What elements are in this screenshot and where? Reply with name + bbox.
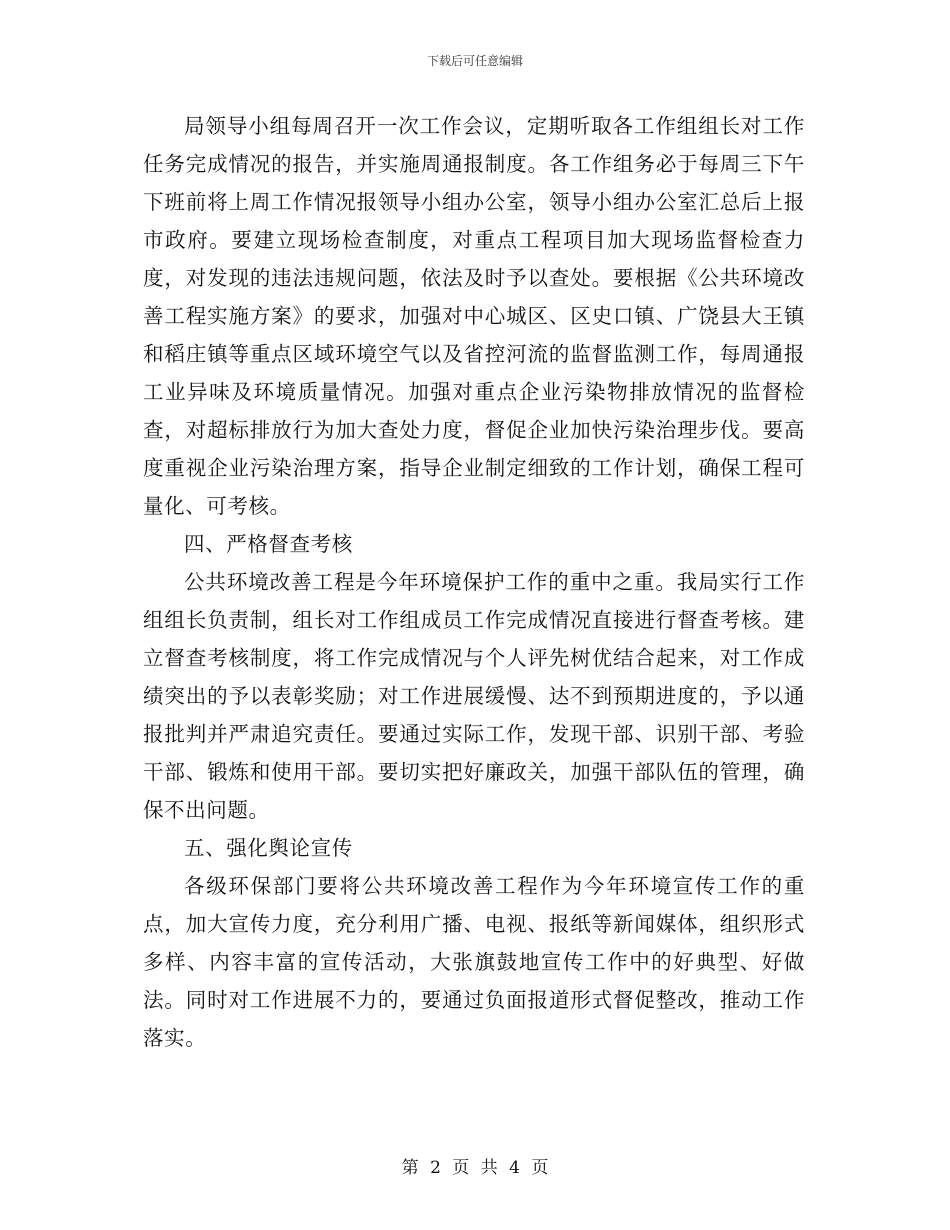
paragraph-supervision: 公共环境改善工程是今年环境保护工作的重中之重。我局实行工作组组长负责制，组长对工作组成员工作完成情况直接进行督查考核。建立督查考核制度，将工作完成情况与个人评先树优结合起来，对工作成绩突出的予以表彰奖励；对工作进展缓慢、达不到预期进度的，予以通报批判并严肃追究责任。要通过实际工作，发现干部、识别干部、考验干部、锻炼和使用干部。要切实把好廉政关，加强干部队伍的管理，确保不出问题。 xyxy=(143,570,805,822)
section-heading-supervision: 四、严格督查考核 xyxy=(184,532,353,556)
paragraph-publicity: 各级环保部门要将公共环境改善工程作为今年环境宣传工作的重点，加大宣传力度，充分利用广播、电视、报纸等新闻媒体，组织形式多样、内容丰富的宣传活动，大张旗鼓地宣传工作中的好典型、好做法。同时对工作进展不力的，要通过负面报道形式督促整改，推动工作落实。 xyxy=(143,874,805,1050)
paragraph-leadership-meetings: 局领导小组每周召开一次工作会议，定期听取各工作组组长对工作任务完成情况的报告，并实施周通报制度。各工作组务必于每周三下午下班前将上周工作情况报领导小组办公室，领导小组办公室汇总后上报市政府。要建立现场检查制度，对重点工程项目加大现场监督检查力度，对发现的违法违规问题，依法及时予以查处。要根据《公共环境改善工程实施方案》的要求，加强对中心城区、区史口镇、广饶县大王镇和稻庄镇等重点区域环境空气以及省控河流的监督监测工作，每周通报工业异味及环境质量情况。加强对重点企业污染物排放情况的监督检查，对超标排放行为加大查处力度，督促企业加快污染治理步伐。要高度重视企业污染治理方案，指导企业制定细致的工作计划，确保工程可量化、可考核。 xyxy=(143,114,805,518)
page-header-note: 下载后可任意编辑 xyxy=(426,54,523,68)
page-number-footer: 第 2 页 共 4 页 xyxy=(401,1158,549,1178)
document-body xyxy=(143,107,805,1057)
section-heading-publicity: 五、强化舆论宣传 xyxy=(184,836,353,860)
